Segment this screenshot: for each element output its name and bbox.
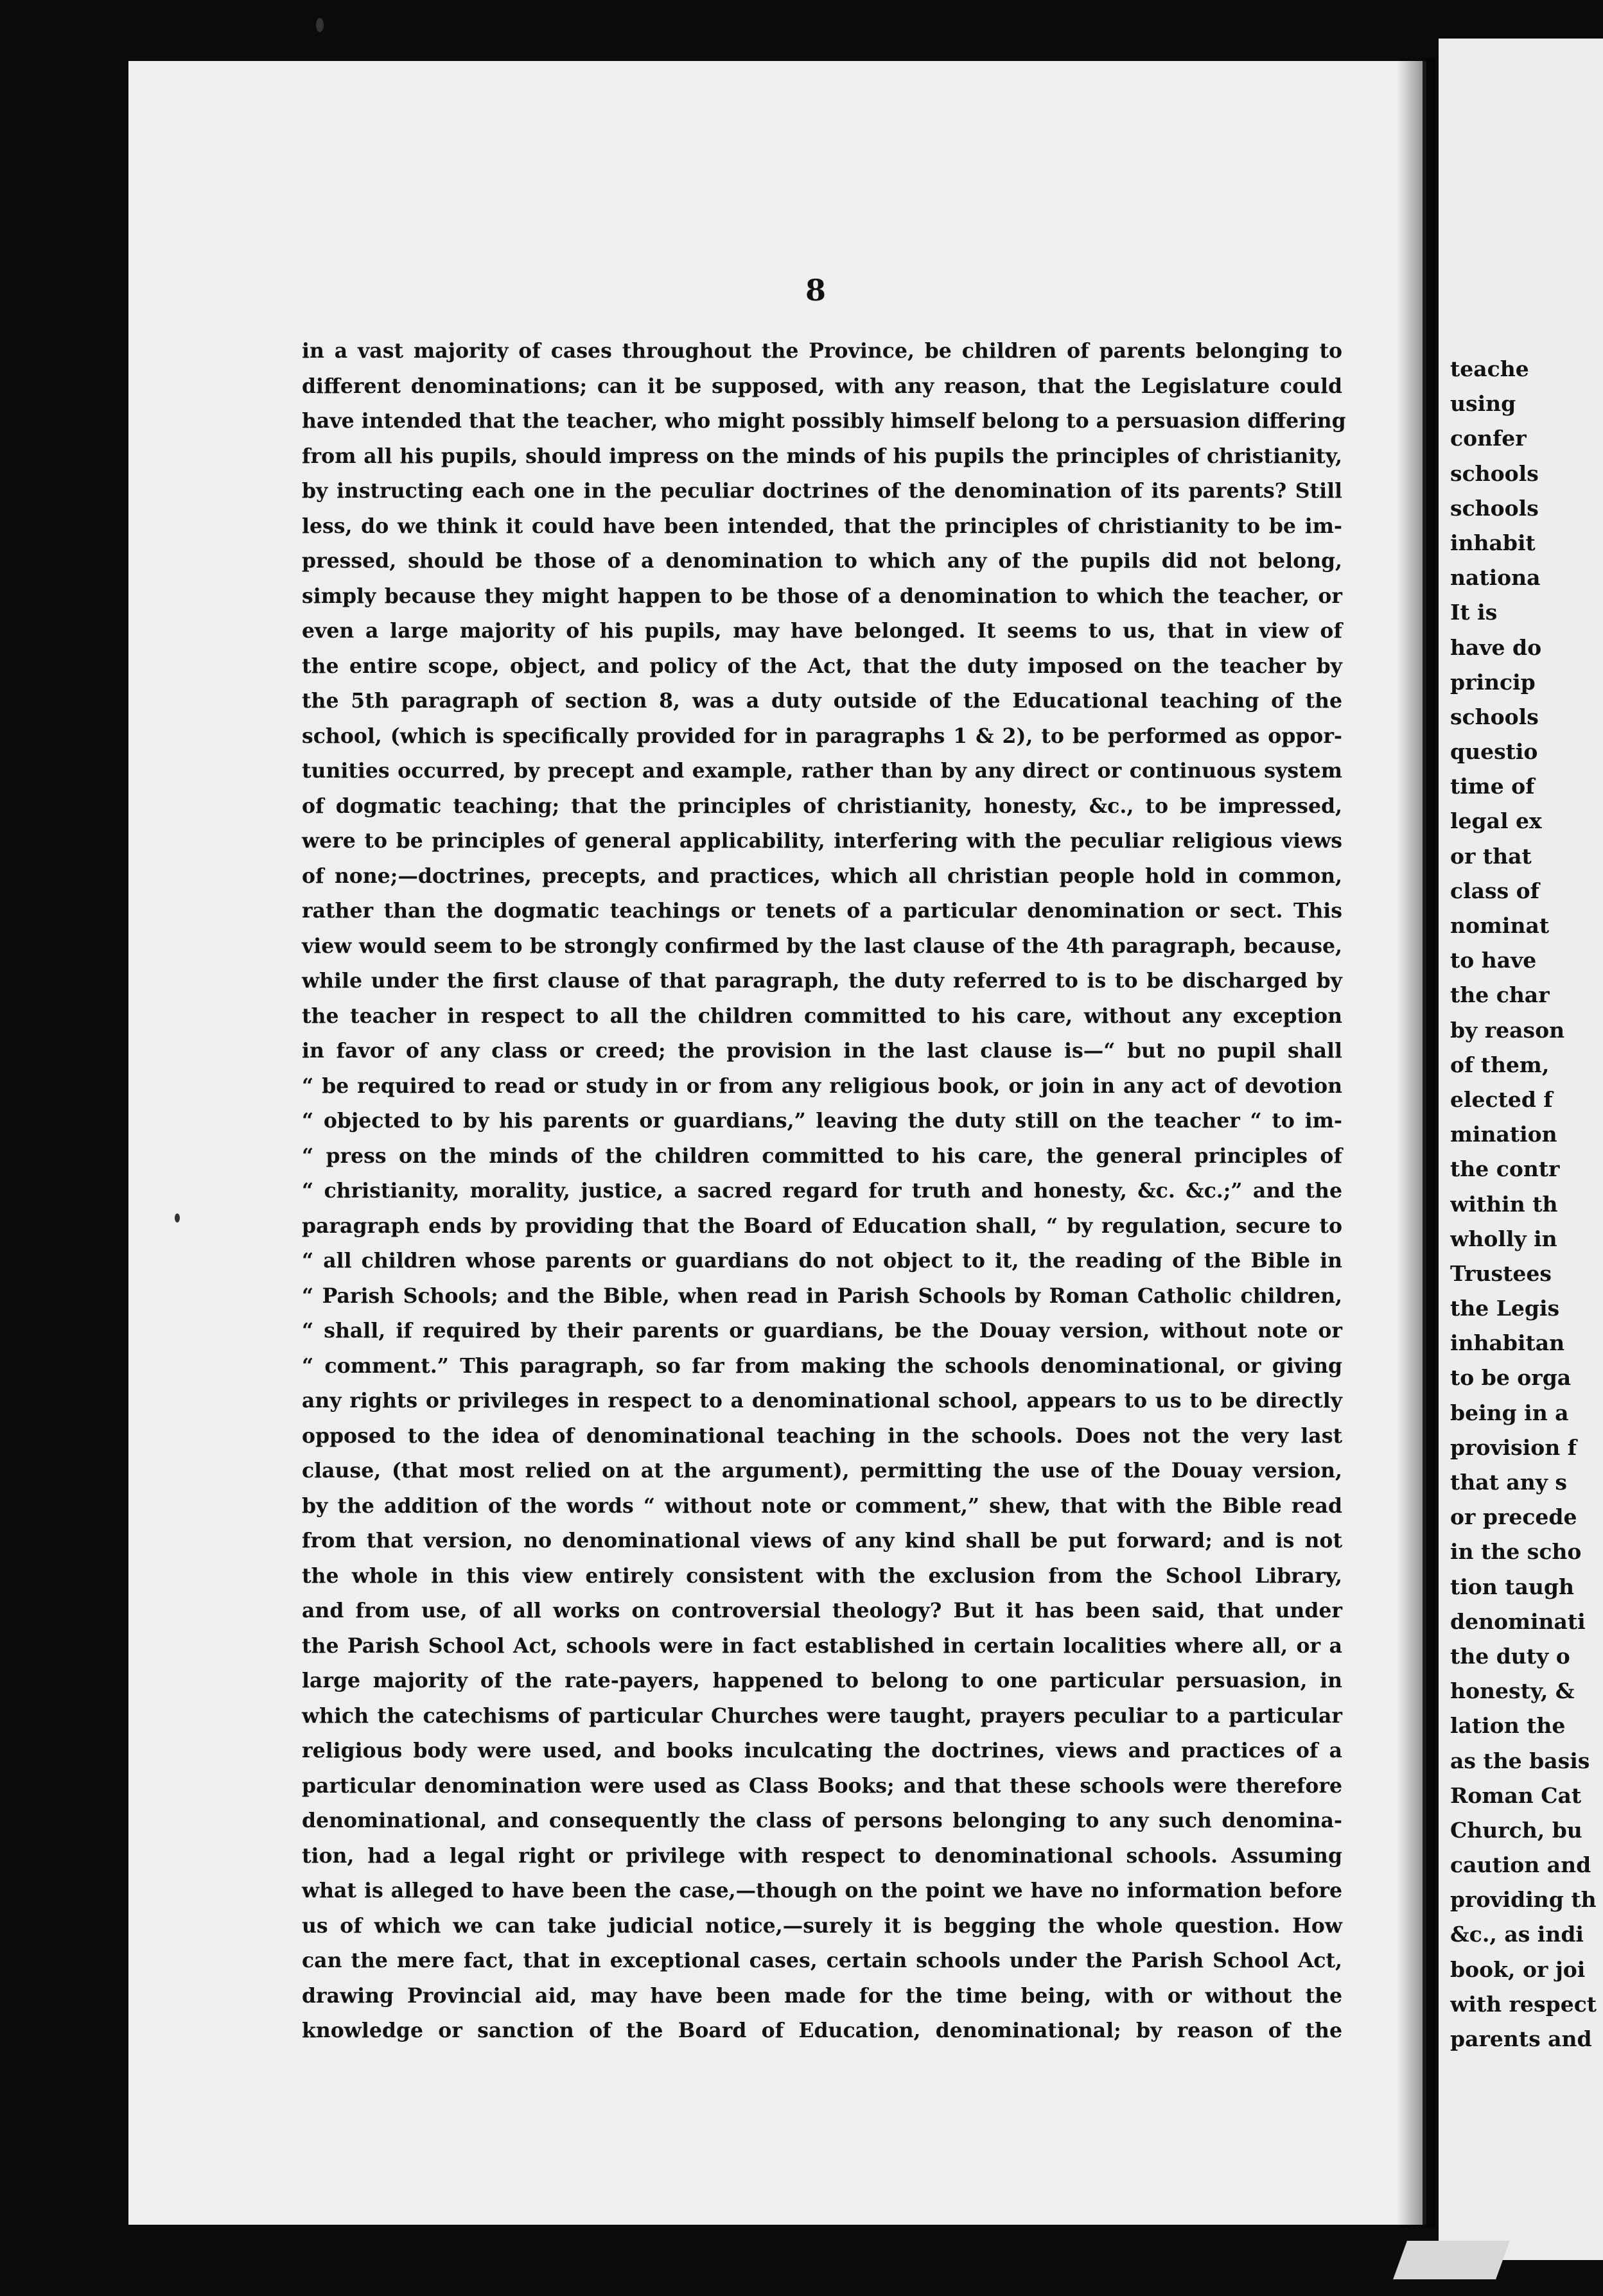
right-page-fragment: the contr (1450, 1156, 1560, 1182)
text-line: while under the first clause of that paragraph, the duty referred to is to be discharged by (302, 969, 1342, 993)
right-page-fragment: providing th (1450, 1887, 1597, 1913)
text-line: opposed to the idea of denominational teaching in the schools. Does not the very last (302, 1423, 1342, 1448)
right-page-fragment: caution and (1450, 1852, 1591, 1878)
text-line: rather than the dogmatic teachings or tenets of a particular denomination or sect. This (302, 899, 1342, 923)
right-page-fragment: being in a (1450, 1400, 1569, 1425)
page-corner-fold (1393, 2241, 1510, 2279)
right-page-fragment: mination (1450, 1122, 1557, 1147)
text-line: and from use, of all works on controversial theology? But it has been said, that under (302, 1599, 1342, 1622)
text-line: of dogmatic teaching; that the principles of christianity, honesty, &c., to be impressed, (302, 794, 1342, 818)
text-line: different denominations; can it be supposed, with any reason, that the Legislature could (302, 374, 1342, 398)
right-page-text-fragments (1450, 352, 1603, 2057)
right-page-fragment: honesty, & (1450, 1678, 1575, 1704)
text-line: denominational, and consequently the class of persons belonging to any such denomina- (302, 1809, 1342, 1832)
right-page-fragment: elected f (1450, 1086, 1553, 1112)
right-page-fragment: the duty o (1450, 1643, 1570, 1669)
right-page-fragment: with respect (1450, 1991, 1597, 2017)
right-page-fragment: or that (1450, 843, 1532, 869)
text-line: simply because they might happen to be those of a denomination to which the teacher, or (302, 584, 1342, 608)
text-line: clause, (that most relied on at the argument), permitting the use of the Douay version, (302, 1459, 1342, 1483)
text-line: which the catechisms of particular Churches were taught, prayers peculiar to a particular (302, 1703, 1342, 1728)
right-page-fragment: using (1450, 391, 1516, 417)
body-text (302, 334, 1346, 2049)
right-page-fragment: inhabitan (1450, 1330, 1565, 1356)
right-page-fragment: in the scho (1450, 1539, 1582, 1565)
text-line: in a vast majority of cases throughout the Province, be children of parents belonging to (302, 339, 1342, 363)
text-line: of none;—doctrines, precepts, and practices, which all christian people hold in common, (302, 864, 1342, 888)
right-page-fragment: confer (1450, 426, 1527, 451)
text-line: drawing Provincial aid, may have been made for the time being, with or without the (302, 1983, 1342, 2008)
right-page-fragment: provision f (1450, 1434, 1577, 1460)
right-page-fragment: the char (1450, 982, 1550, 1008)
text-line: by the addition of the words “ without note or comment,” shew, that with the Bible read (302, 1493, 1342, 1518)
right-page-fragment: nationa (1450, 565, 1541, 591)
text-line: knowledge or sanction of the Board of Education, denominational; by reason of the (302, 2019, 1342, 2042)
text-line: the entire scope, object, and policy of the Act, that the duty imposed on the teacher by (302, 654, 1342, 678)
right-page-fragment: that any s (1450, 1470, 1567, 1495)
right-page-fragment: teache (1450, 356, 1529, 381)
text-line: the 5th paragraph of section 8, was a duty outside of the Educational teaching of the (302, 689, 1342, 713)
text-line: can the mere fact, that in exceptional cases, certain schools under the Parish School Act, (302, 1949, 1342, 1972)
right-page-fragment: Trustees (1450, 1260, 1552, 1286)
text-line: “ shall, if required by their parents or guardians, be the Douay version, without note or (302, 1319, 1342, 1343)
text-line: “ all children whose parents or guardians do not object to it, the reading of the Bible in (302, 1249, 1342, 1273)
text-line: school, (which is specifically provided for in paragraphs 1 & 2), to be performed as oppor- (302, 724, 1342, 748)
text-line: “ comment.” This paragraph, so far from making the schools denominational, or giving (302, 1353, 1342, 1378)
text-line: the Parish School Act, schools were in fact established in certain localities where all, or a (302, 1633, 1342, 1658)
page-number: 8 (805, 273, 826, 308)
text-line: us of which we can take judicial notice,—surely it is begging the whole question. How (302, 1913, 1342, 1938)
text-line: have intended that the teacher, who might possibly himself belong to a persuasion differing (302, 409, 1346, 433)
text-line: even a large majority of his pupils, may have belonged. It seems to us, that in view of (302, 619, 1342, 643)
right-page-fragment: lation the (1450, 1713, 1566, 1739)
text-line: “ Parish Schools; and the Bible, when read in Parish Schools by Roman Catholic children, (302, 1283, 1342, 1308)
right-page-fragment: the Legis (1450, 1296, 1560, 1321)
text-line: particular denomination were used as Class Books; and that these schools were therefore (302, 1773, 1342, 1798)
right-page-fragment: princip (1450, 669, 1536, 695)
right-page-fragment: as the basis (1450, 1748, 1590, 1773)
right-page-fragment: schools (1450, 460, 1539, 486)
text-line: from all his pupils, should impress on the minds of his pupils the principles of christianity, (302, 444, 1342, 468)
dust-speck (175, 1213, 180, 1222)
right-page-fragment: inhabit (1450, 530, 1536, 555)
text-line: tunities occurred, by precept and example, rather than by any direct or continuous system (302, 759, 1342, 783)
right-page-fragment: to have (1450, 948, 1537, 973)
right-page-fragment: parents and (1450, 2026, 1592, 2051)
text-line: less, do we think it could have been intended, that the principles of christianity to be im- (302, 514, 1342, 538)
text-line: any rights or privileges in respect to a denominational school, appears to us to be directly (302, 1389, 1342, 1413)
right-page-fragment: questio (1450, 739, 1538, 765)
text-line: “ objected to by his parents or guardians,” leaving the duty still on the teacher “ to im- (302, 1109, 1342, 1133)
text-line: the whole in this view entirely consistent with the exclusion from the School Library, (302, 1563, 1342, 1588)
right-page-fragment: &c., as indi (1450, 1922, 1584, 1947)
right-page-fragment: denominati (1450, 1608, 1586, 1634)
right-page-fragment: wholly in (1450, 1226, 1557, 1251)
right-page-fragment: legal ex (1450, 808, 1542, 834)
text-line: what is alleged to have been the case,—though on the point we have no information before (302, 1879, 1342, 1902)
text-line: “ press on the minds of the children committed to his care, the general principles of (302, 1144, 1342, 1168)
right-page-fragment: nominat (1450, 913, 1550, 938)
right-page-fragment: schools (1450, 704, 1539, 729)
text-line: in favor of any class or creed; the provision in the last clause is—“ but no pupil shall (302, 1039, 1342, 1063)
right-page-fragment: book, or joi (1450, 1956, 1586, 1982)
text-line: religious body were used, and books inculcating the doctrines, views and practices of a (302, 1739, 1342, 1762)
right-page-fragment: have do (1450, 634, 1542, 660)
page-gutter (1397, 58, 1435, 2228)
right-page-fragment: by reason (1450, 1017, 1565, 1043)
right-page-fragment: or precede (1450, 1504, 1577, 1530)
text-line: paragraph ends by providing that the Board of Education shall, “ by regulation, secure to (302, 1213, 1342, 1238)
text-line: were to be principles of general applicability, interfering with the peculiar religious views (302, 829, 1342, 853)
right-page-fragment: time of (1450, 774, 1535, 799)
text-line: pressed, should be those of a denomination to which any of the pupils did not belong, (302, 549, 1342, 573)
dust-speck (316, 18, 324, 32)
text-line: tion, had a legal right or privilege with respect to denominational schools. Assuming (302, 1843, 1342, 1868)
text-line: by instructing each one in the peculiar doctrines of the denomination of its parents? Still (302, 479, 1342, 503)
right-page-fragment: within th (1450, 1191, 1558, 1217)
text-line: the teacher in respect to all the children committed to his care, without any exception (302, 1004, 1342, 1028)
right-page-fragment: to be orga (1450, 1365, 1572, 1391)
right-page-fragment: schools (1450, 495, 1539, 521)
right-page-fragment: Roman Cat (1450, 1782, 1582, 1808)
right-page-fragment: tion taugh (1450, 1574, 1574, 1599)
right-page-fragment: It is (1450, 600, 1498, 625)
text-line: “ christianity, morality, justice, a sacred regard for truth and honesty, &c. &c.;” and the (302, 1179, 1342, 1203)
text-line: “ be required to read or study in or from any religious book, or join in any act of devotion (302, 1074, 1342, 1098)
text-line: large majority of the rate-payers, happened to belong to one particular persuasion, in (302, 1669, 1342, 1692)
right-page-fragment: of them, (1450, 1052, 1550, 1077)
right-page-fragment: class of (1450, 878, 1539, 903)
text-line: from that version, no denominational views of any kind shall be put forward; and is not (302, 1529, 1342, 1552)
right-page-fragment: Church, bu (1450, 1817, 1582, 1843)
text-line: view would seem to be strongly confirmed by the last clause of the 4th paragraph, because, (302, 934, 1342, 958)
